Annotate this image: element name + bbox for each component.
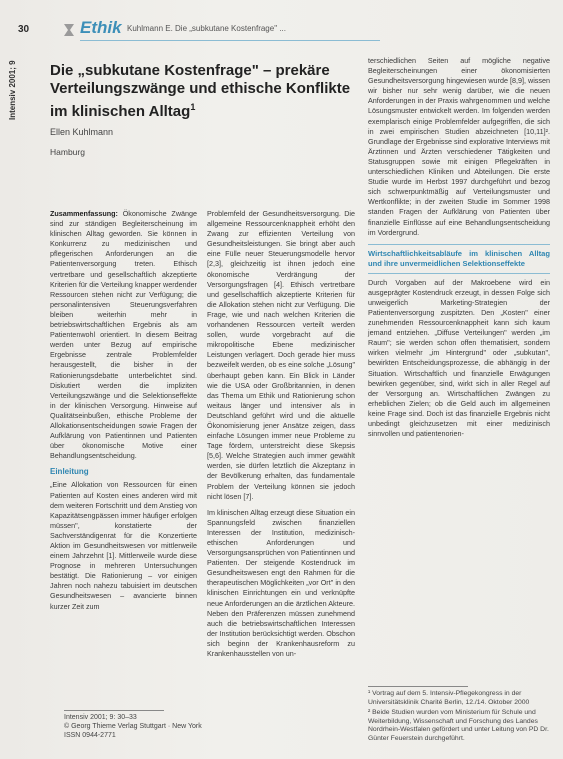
body-paragraph: Problemfeld der Gesundheitsversorgung. Die allgemeine Ressourcenknappheit erhöht den Zwang zur effizienten Verteilung von Gesundheitsleistungen. Sie bringt aber auch eine Fülle neuer Steuerungsmodelle hervor [2,3], gleichzeitig ist ihnen jedoch eine ökonomische Verdrängung der Versorgungsfragen [4]. Ethisch vertretbare und gesellschaftlich akzeptierte Kriterien für die Allokation stehen nicht zur Verfügung. Die Frage, wie und nach welchen Kriterien die vorhandenen Ressourcen verteilt werden sollen, wurde vorgebracht auf die mikropolitische Ebene medizinischer Leistungen verlagert. Doch gerade hier muss bezweifelt werden, ob es eine solche „Lösung" überhaupt geben kann. Ein Blick in Länder wie die USA oder Großbritannien, in denen das Thema um Ethik und Rationierung schon weitaus länger und intensiver als in Deutschland geführt wird und die aktuelle Ökonomisierung jener Ansätze zeigen, dass einfache Lösungen immer neue Probleme zu Tage fördern, unterstreicht diese Skepsis [5,6]. Welche Strategien auch immer gewählt werden, sie dürfen letztlich die Akzeptanz in der Bevölkerung erhalten, das fundamentale Problem der Verteilung können sie jedoch nicht lösen [7]. [207,209,355,501]
publication-info [64,713,202,741]
intro-heading: Einleitung [50,467,89,477]
text-column-1 [50,209,197,618]
header-divider [80,40,380,41]
author-affiliation: Hamburg [50,147,85,157]
article-title-text: Die „subkutane Kostenfrage" – prekäre Verteilungszwänge und ethische Konflikte im klinischen Alltag [50,62,351,120]
text-column-3 [368,56,550,445]
publication-divider [64,710,164,711]
section-heading: Wirtschaftlichkeitsabläufe im klinischen Alltag und ihre unvermeidlichen Selektionseffekte [368,248,550,268]
summary-label: Zusammenfassung: [50,209,118,218]
footnote-1: ¹ Vortrag auf dem 5. Intensiv-Pflegekongress in der Universitätsklinik Charité Berlin, 12./14. Oktober 2000 [368,690,530,706]
title-footnote-marker: 1 [190,102,196,112]
publication-citation: Intensiv 2001; 9: 30–33 [64,714,137,721]
article-title [50,62,355,121]
body-paragraph: Durch Vorgaben auf der Makroebene wird ein ausgeprägter Kostendruck erzeugt, in dessen Folge sich unweigerlich Marketing-Strategien der Patientenversorgung zuspitzten. Den „Kosten" einer zunehmenden Ressourcenknappheit kann sich kaum jemand entziehen. „Diffuse Verteilungen" werden „im Raum"; sie werden schon offen thematisiert, sondern wirken vielmehr „im Hintergrund" oder „subkutan", bewirkten Entscheidungsprozesse, die abhängig in der Situation. Wirtschaftlich und finanzielle Erwägungen bewirken gegenüber, sind, wirkt sich in aller Regel auf der Versorgung an. Wirtschaftlichen Zwängen zu erheblichen Zielen; ob die Geld auch im allgemeinen keine Frage sind. Doch ist das finanzielle Ergebnis nicht unbedingt gleichzusetzen mit einer medizinisch sinnvollen und patientenorien- [368,277,550,439]
journal-section-title: Ethik [80,18,122,37]
footnote-divider [368,686,468,687]
summary-paragraph [50,209,197,461]
section-divider [368,273,550,274]
publisher-copyright: © Georg Thieme Verlag Stuttgart · New York [64,723,202,731]
journal-logo-icon [62,22,76,38]
summary-text: Ökonomische Zwänge sind zur ständigen Begleiterscheinung im klinischen Alltag geworden. Sie können in Konkurrenz zu medizinischen und pflegerischen Anforderungen an die Patientenversorgung treten. Ethisch vertretbare und gesellschaftlich akzeptierte Kriterien für die Verteilung knapper werdender Ressourcen stehen nicht zur Verfügung; die personalintensiven Steuerungsverfahren bleiben weiterhin mehr in betriebswirtschaftlichen Ergebnis als am Patientenwohl orientiert. In diesem Beitrag werden unter Bezug auf empirische Ergebnisse zentrale Problemfelder herausgestellt, die bisher in der Rationierungsdebatte unterbelichtet sind. Diskutiert werden die impliziten Verteilungszwänge und die Selektionseffekte in der klinischen Versorgung. Hinweise auf Qualitätseinbußen, ethische Probleme der Allokationsentscheidungen sowie Fragen der Aufklärung von Patientinnen und Patienten über ökonomische Motive einer Behandlungsentscheidung. [50,209,198,461]
intro-paragraph: „Eine Allokation von Ressourcen für einen Patienten auf Kosten eines anderen wird mit dem weiteren Fortschritt und dem Anstieg von Kapazitätsengpässen immer häufiger erfolgen müssen", konstatierte der Sachverständigenrat für die Konzertierte Aktion im Gesundheitswesen vor mittlerweile einem Jahrzehnt [1]. Mittlerweile wurde diese Prognose in mehreren Untersuchungen bestätigt. Die Rationierung – vor einigen Jahren noch nahezu tabuisiert im deutschen Gesundheitswesen – avancierte binnen kurzer Zeit zum [50,480,197,611]
running-title: Kuhlmann E. Die „subkutane Kostenfrage" ... [127,24,286,33]
page-number: 30 [18,24,30,35]
side-journal-label: Intensiv 2001; 9 [8,60,17,120]
body-paragraph: terschiedlichen Seiten auf mögliche negative Begleiterscheinungen einer ökonomisierten Gesundheitsversorgung hingewiesen wurde [8,9], wissen wir bisher nur sehr wenig darüber, wie die neuen Anforderungen in der Praxis wahrgenommen und welche Lösungsmuster entwickelt werden. Im folgenden werden exemplarisch einige Problemfelder aufgegriffen, die sich in zwei empirischen Studien abzeichneten [10,11]². Grundlage der Ergebnisse sind explorative Interviews mit Ärztinnen und Ärzten verschiedener Tätigkeiten und Statusgruppen sowie mit einigen Pflegekräften in unterschiedlichen Kliniken und Abteilungen. Die erste Studie wurde im Herbst 1997 durchgeführt und bezog sich schwerpunktmäßig auf Verteilungsmuster und Wertkonflikte; in der zweiten Studie im Sommer 1998 standen Fragen der Aufklärung von Patienten über finanzielle Einflüsse auf eine Behandlungsentscheidung im Vordergrund. [368,56,550,237]
footnotes [368,690,550,746]
body-paragraph: Im klinischen Alltag erzeugt diese Situation ein Spannungsfeld zwischen finanziellen Interessen der Institution, medizinisch-ethischen Anforderungen und Versorgungsansprüchen von Patientinnen und Patienten. Der steigende Kostendruck im Gesundheitswesen engt den Rahmen für die therapeutischen Möglichkeiten „vor Ort" in den klinischen Einrichtungen ein und verknüpfte neue Anforderungen an die ärztlichen Akteure. Neben den Präferenzen müssen zunehmend auch die betriebswirtschaftlichen Interessen der Institution berücksichtigt werden. Obschon sich beginn der Krankenhausreform zu Krankenhausstellen von un- [207,507,355,659]
article-author: Ellen Kuhlmann [50,127,114,137]
issn: ISSN 0944-2771 [64,732,116,740]
text-column-2 [207,209,355,665]
footnote-2: ² Beide Studien wurden vom Ministerium für Schule und Weiterbildung, Wissenschaft und Forschung des Landes Nordrhein-Westfalen gefördert und unter Leitung von PD Dr. Günter Feuerstein durchgeführt. [368,709,549,742]
section-divider [368,244,550,245]
